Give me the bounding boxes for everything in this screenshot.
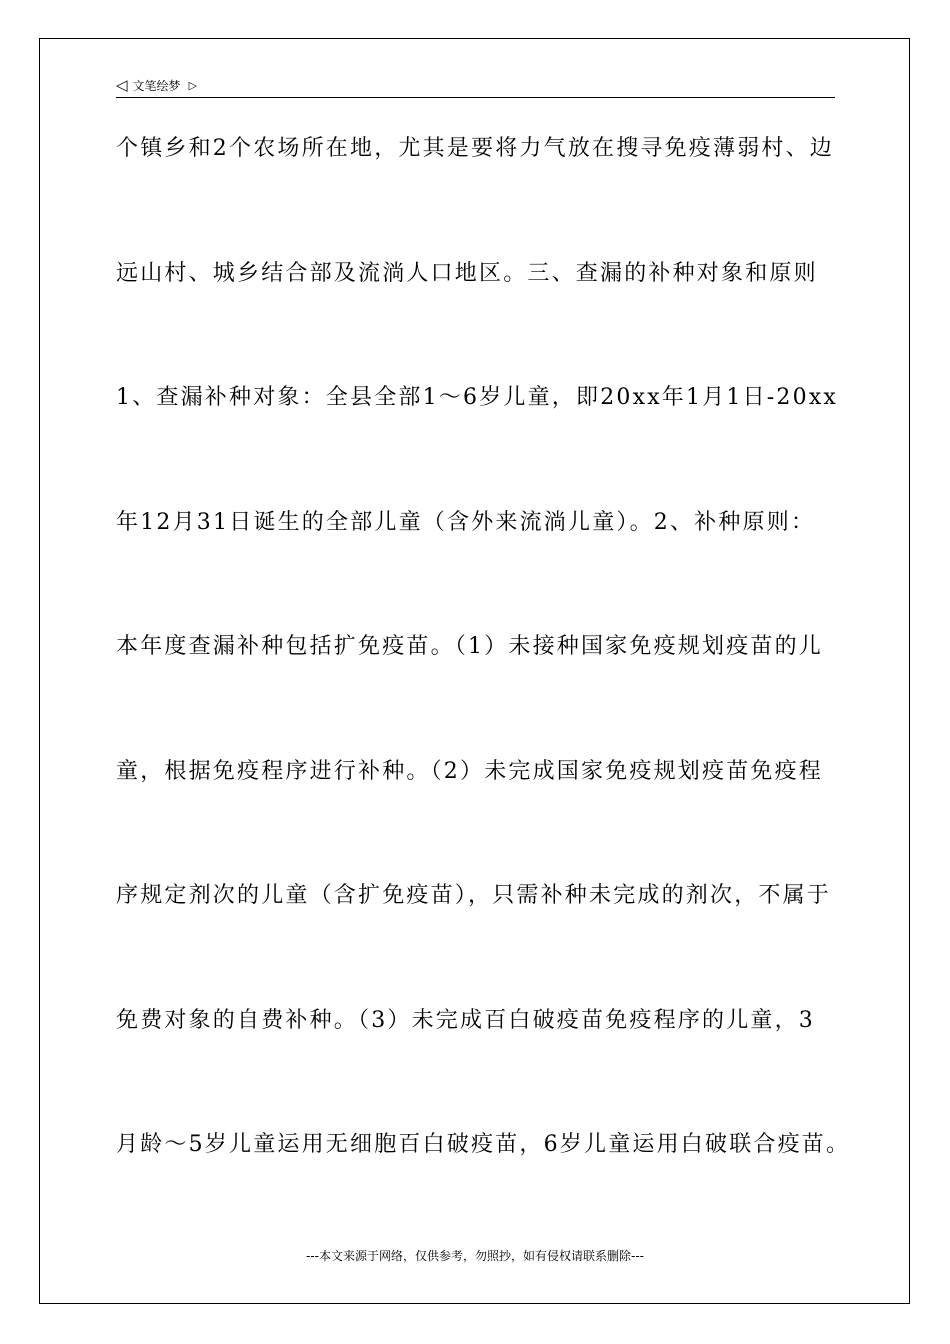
text-line: 远山村、城乡结合部及流淌人口地区。三、查漏的补种对象和原则 [116,260,818,286]
page-header [116,72,197,98]
document-body [116,118,851,1239]
header-title: 文笔绘梦 [132,78,181,93]
page-footer: ---本文来源于网络，仅供参考，勿照抄，如有侵权请联系删除--- [306,1249,644,1263]
triangle-right-icon: ▷ [188,78,198,92]
header-divider [116,97,835,98]
triangle-left-icon: ◁ [116,75,128,94]
text-line: 月龄～5岁儿童运用无细胞百白破疫苗，6岁儿童运用白破联合疫苗。 [116,1132,851,1157]
text-line: 个镇乡和2个农场所在地，尤其是要将力气放在搜寻免疫薄弱村、边 [116,136,834,161]
text-line: 本年度查漏补种包括扩免疫苗。（1）未接种国家免疫规划疫苗的儿 [116,634,823,659]
text-line: 1、查漏补种对象：全县全部1～6岁儿童，即20xx年1月1日-20xx [116,385,839,410]
text-line: 免费对象的自费补种。（3）未完成百白破疫苗免疫程序的儿童，3 [116,1007,815,1033]
text-line: 序规定剂次的儿童（含扩免疫苗），只需补种未完成的剂次，不属于 [116,883,832,908]
text-line: 童，根据免疫程序进行补种。（2）未完成国家免疫规划疫苗免疫程 [116,758,823,784]
text-line: 年12月31日诞生的全部儿童（含外来流淌儿童）。2、补种原则： [116,509,816,535]
